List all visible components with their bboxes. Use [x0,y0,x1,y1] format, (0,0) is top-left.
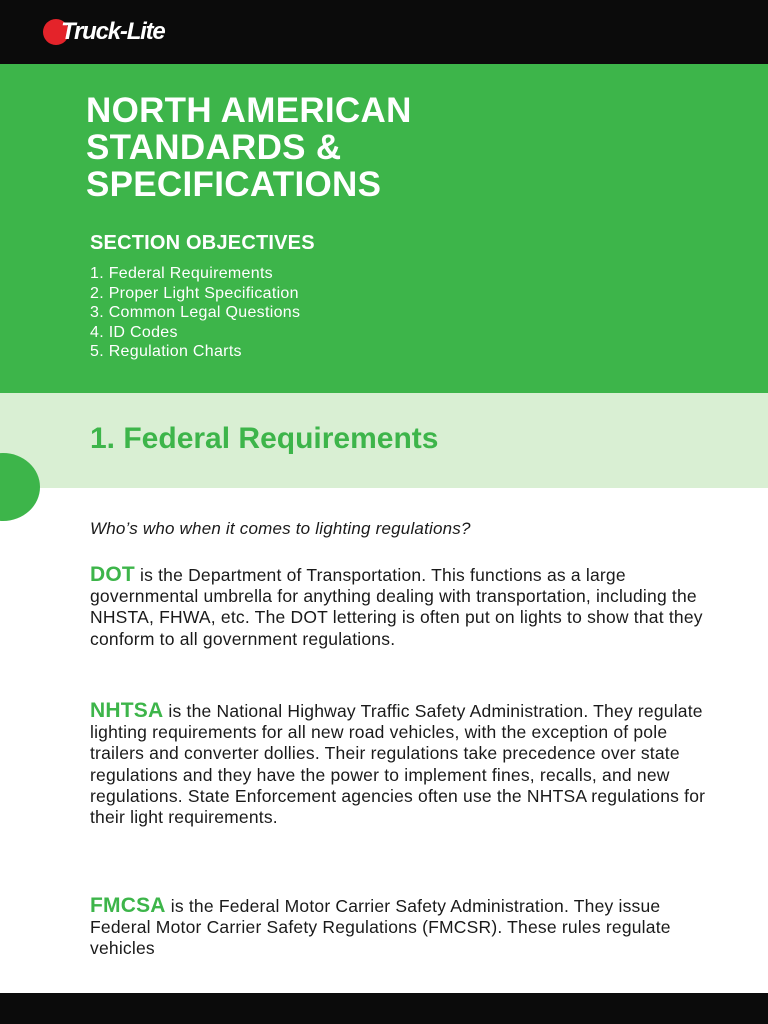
section-heading-band [0,393,768,488]
nhtsa-description: is the National Highway Traffic Safety Administration. They regulate lighting requirements for all new road vehicles, with the exception of pole trailers and converter dollies. Their regulations take precedence over state regulations and they have the power to implement fines, recalls, and new regulations. State Enforcement agencies often use the NHTSA regulations for their light requirements. [90,701,706,828]
top-bar [0,0,768,64]
objectives-list [90,264,300,362]
truck-lite-logo [43,17,165,47]
objective-item: 5. Regulation Charts [90,343,242,360]
dot-description: is the Department of Transportation. This functions as a large governmental umbrella for anything dealing with transportation, including the NHSTA, FHWA, etc. The DOT lettering is often put on lights to show that they conform to all government regulations. [90,565,703,649]
term-fmcsa: FMCSA [90,894,166,917]
term-nhtsa: NHTSA [90,699,164,722]
objective-item: 1. Federal Requirements [90,265,273,282]
bottom-bar [0,993,768,1024]
objective-item: 3. Common Legal Questions [90,304,301,321]
objective-item: 4. ID Codes [90,323,178,341]
nhtsa-paragraph [90,700,710,828]
hero-section [0,64,768,393]
page-title: NORTH AMERICAN STANDARDS & SPECIFICATIONS [86,91,412,204]
term-dot: DOT [90,563,135,586]
dot-paragraph [90,564,710,650]
logo-wordmark: Truck-Lite [61,18,165,45]
fmcsa-description: is the Federal Motor Carrier Safety Administration. They issue Federal Motor Carrier Safety Regulations (FMCSR). These rules regulate vehicles [90,896,671,959]
section-heading: 1. Federal Requirements [90,422,439,455]
fmcsa-paragraph [90,895,710,960]
objectives-heading: SECTION OBJECTIVES [90,232,315,254]
intro-question: Who’s who when it comes to lighting regulations? [90,519,471,538]
objective-item: 2. Proper Light Specification [90,284,299,302]
